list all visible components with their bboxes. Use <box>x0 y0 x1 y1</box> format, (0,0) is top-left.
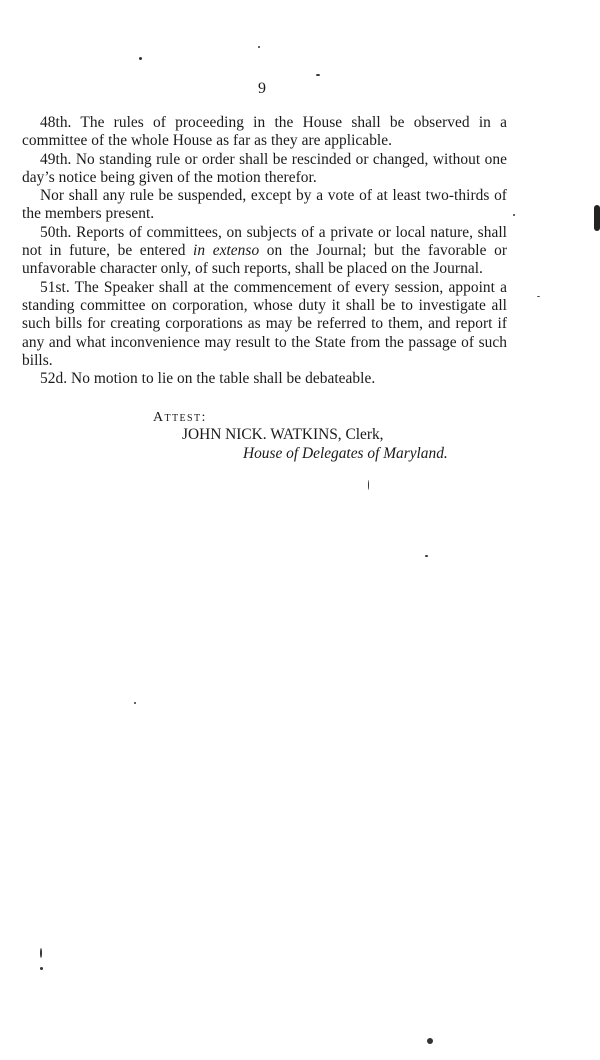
attest-label: Attest: <box>153 410 207 425</box>
scan-speck <box>40 948 42 958</box>
rule-49: 49th. No standing rule or order shall be rescinded or changed, without one day’s notice being given of the motion therefor. <box>22 150 507 186</box>
clerk-signature: JOHN NICK. WATKINS, Clerk, <box>182 426 384 443</box>
scan-speck <box>258 46 260 48</box>
rule-50-text-end: on the Journal; but the favorable or unfavorable character only, of such reports, shall be placed on the Journal. <box>22 242 508 278</box>
rule-50-text-start: 50th. Reports of committees, on subjects of a private or local nature, shall not in future, be entered <box>22 223 507 260</box>
rule-49-suspension: Nor shall any rule be suspended, except by a vote of at least two-thirds of the members present. <box>22 187 507 223</box>
scan-speck <box>427 1038 433 1044</box>
scan-speck <box>139 57 142 60</box>
scan-speck <box>537 296 540 297</box>
rule-50-italic-phrase: in extenso <box>193 242 260 260</box>
scan-speck <box>368 480 369 490</box>
scan-speck <box>425 555 428 557</box>
page-number: 9 <box>258 80 266 97</box>
rule-50 <box>22 224 507 279</box>
scan-speck <box>40 967 43 970</box>
scan-edge-mark <box>594 205 600 231</box>
scan-speck <box>134 702 136 704</box>
scan-speck <box>316 74 320 76</box>
rules-text <box>22 114 507 388</box>
rule-48: 48th. The rules of proceeding in the House shall be observed in a committee of the whole House as far as they are applicable. <box>22 114 507 150</box>
scan-speck <box>513 214 515 216</box>
rule-52: 52d. No motion to lie on the table shall be debateable. <box>40 370 376 388</box>
rule-51: 51st. The Speaker shall at the commencement of every session, appoint a standing committee on corporation, whose duty it shall be to investigate all such bills for creating corporations as may be referred to them, and report if any and what inconvenience may result to the State from the passage of such bills. <box>22 278 507 369</box>
house-name: House of Delegates of Maryland. <box>243 445 448 462</box>
